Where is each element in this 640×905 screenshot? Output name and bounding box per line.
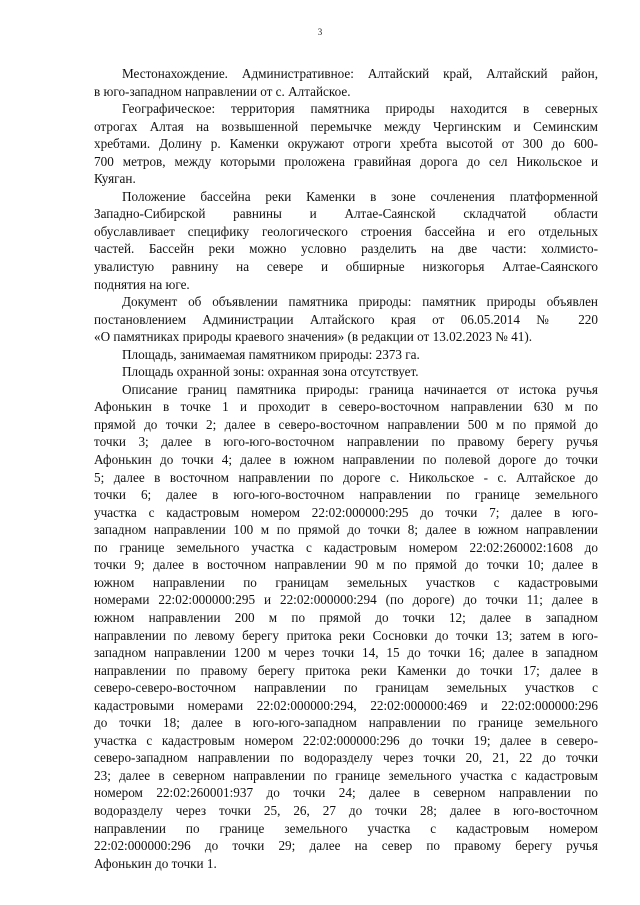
text-line: по границе земельного участка с кадастровым номером 22:02:260002:1608 до xyxy=(94,539,598,555)
text-line: прямой до точки 2; далее в северо-восточном направлении 500 м по прямой до xyxy=(94,416,598,432)
text-line: поднятия на юге. xyxy=(94,276,190,292)
text-line: точки 6; далее в юго-юго-восточном направлении по границе земельного xyxy=(94,487,598,503)
text-line: хребтами. Долину р. Каменки окружают отроги хребта высотой от 300 до 600- xyxy=(94,136,598,152)
text-line: в юго-западном направлении от с. Алтайское. xyxy=(94,83,351,99)
text-line: Афонькин в точке 1 и проходит в северо-восточном направлении 630 м по xyxy=(94,399,598,415)
text-line: Афонькин до точки 4; далее в южном направлении по полевой дороге до точки xyxy=(94,452,598,468)
text-line: южном направлении 200 м по прямой до точки 12; далее в западном xyxy=(94,609,598,625)
text-line: водоразделу через точки 25, 26, 27 до точки 28; далее в юго-восточном xyxy=(94,802,598,818)
text-line: Куяган. xyxy=(94,171,136,187)
text-line: направлении по правому берегу притока реки Каменки до точки 17; далее в xyxy=(94,662,598,678)
text-line: до точки 18; далее в юго-юго-западном направлении по границе земельного xyxy=(94,715,598,731)
page-number: 3 xyxy=(317,27,323,37)
text-line: номером 22:02:260001:937 до точки 24; далее в северном направлении по xyxy=(94,785,598,801)
text-line: участка с кадастровым номером 22:02:000000:295 до точки 7; далее в юго- xyxy=(94,504,598,520)
text-line: западном направлении 100 м по прямой до точки 8; далее в южном направлении xyxy=(94,522,598,538)
text-line: «О памятниках природы краевого значения» (в редакции от 13.02.2023 № 41). xyxy=(94,329,533,345)
text-line: Документ об объявлении памятника природы: памятник природы объявлен xyxy=(122,294,598,310)
text-line: западном направлении 1200 м через точки 14, 15 до точки 16; далее в западном xyxy=(94,645,598,661)
document-body xyxy=(94,65,598,872)
text-line: увалистую равнину на севере и обширные низкогорья Алтае-Саянского xyxy=(94,259,598,275)
text-line: 22:02:000000:296 до точки 29; далее на север по правому берегу ручья xyxy=(94,838,598,854)
text-line: Географическое: территория памятника природы находится в северных xyxy=(122,101,598,117)
text-line: направлении по левому берегу притока реки Сосновки до точки 13; затем в юго- xyxy=(94,627,598,643)
text-line: точки 9; далее в восточном направлении 90 м по прямой до точки 10; далее в xyxy=(94,557,598,573)
text-line: кадастровыми номерами 22:02:000000:294, 22:02:000000:469 и 22:02:000000:296 xyxy=(94,697,598,713)
text-line: обуславливает специфику геологического строения бассейна и его отдельных xyxy=(94,223,598,239)
text-line: отрогах Алтая на возвышенной перемычке между Чергинским и Семинским xyxy=(94,118,598,134)
text-line: точки 3; далее в юго-юго-восточном направлении по правому берегу ручья xyxy=(94,434,598,450)
text-line: 700 метров, между которыми проложена гравийная дорога до сел Никольское и xyxy=(94,153,598,169)
text-line: Положение бассейна реки Каменки в зоне сочленения платформенной xyxy=(122,188,598,204)
text-line: 5; далее в восточном направлении по дороге с. Никольское - с. Алтайское до xyxy=(94,469,598,485)
text-line: Афонькин до точки 1. xyxy=(94,855,217,871)
text-line: частей. Бассейн реки можно условно разделить на две части: холмисто- xyxy=(94,241,598,257)
text-line: Западно-Сибирской равнины и Алтае-Саянской складчатой области xyxy=(94,206,598,222)
text-line: Площадь, занимаемая памятником природы: 2373 га. xyxy=(122,346,420,362)
text-line: номерами 22:02:000000:295 и 22:02:000000:294 (по дороге) до точки 11; далее в xyxy=(94,592,598,608)
text-line: участка с кадастровым номером 22:02:000000:296 до точки 19; далее в северо- xyxy=(94,732,598,748)
text-line: Площадь охранной зоны: охранная зона отсутствует. xyxy=(122,364,419,380)
text-line: постановлением Администрации Алтайского края от 06.05.2014 № 220 xyxy=(94,311,598,327)
text-line: Описание границ памятника природы: граница начинается от истока ручья xyxy=(122,381,598,397)
text-line: северо-западном направлении по водоразделу через точки 20, 21, 22 до точки xyxy=(94,750,598,766)
text-line: направлении по границе земельного участка с кадастровым номером xyxy=(94,820,598,836)
text-line: 23; далее в северном направлении по границе земельного участка с кадастровым xyxy=(94,767,598,783)
text-line: Местонахождение. Административное: Алтайский край, Алтайский район, xyxy=(122,66,598,81)
text-line: южном направлении по границам земельных участков с кадастровыми xyxy=(94,574,598,590)
text-line: северо-северо-восточном направлении по границам земельных участков с xyxy=(94,680,598,696)
